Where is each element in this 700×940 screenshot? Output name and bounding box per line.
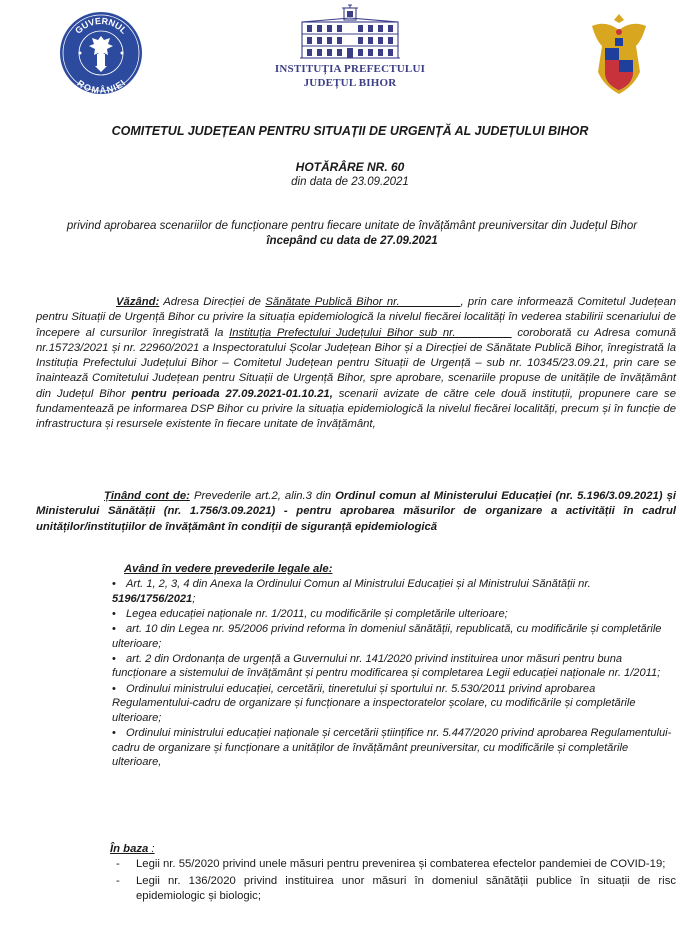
vazand-text-3: coroborată cu Adresa comună nr.15723/2021 și nr. 22960/2021 a Inspectoratului Școlar Județean Bihor și a Direcției de Sănătate Publică Bihor, înregistrată la Instituția Prefectului Județului Bihor – Comitetul Județean pentru Situații de Urgență – sub nr. 10345/23.09.21, prin care se înaintează Comitetului Județean pentru Situații de Urgență Bihor, spre aprobare, scenariile propuse de unitățile de învățământ din Județul Bihor [36, 326, 676, 400]
prefecture-building-icon [298, 4, 402, 62]
svg-text:GUVERNUL: GUVERNUL [73, 15, 129, 36]
list-item: - Legii nr. 136/2020 privind instituirea unor măsuri în domeniul sănătății publice în situații de risc epidemiologic și biologic; [116, 875, 676, 902]
list-item: - Legii nr. 55/2020 privind unele măsuri pentru prevenirea și combaterea efectelor pandemiei de COVID-19; [116, 858, 666, 870]
institution-name-line1: INSTITUȚIA PREFECTULUI [274, 63, 426, 75]
bullet-icon: • [112, 682, 116, 695]
legal-provisions-list [112, 577, 677, 770]
list-item: • Ordinului ministrului educației, cercetării, tineretului și sportului nr. 5.530/2011 privind aprobarea Regulamentului-cadru de organizare și funcționare a inspectoratelor școlare, cu modificările și completările ulterioare; [112, 682, 636, 724]
decision-title: HOTĂRÂRE NR. 60 [295, 160, 405, 174]
legal-basis-list [110, 857, 676, 906]
tinand-order-reference: Ordinul comun al Ministerului Educației (nr. 5.196/3.09.2021) și Ministerului Sănătății (nr. 1.756/3.09.2021) - pentru aprobarea măsurilor de organizare a activității în cadrul unităților/instituțiilor de învățământ în condiții de siguranță epidemiologică [36, 490, 677, 533]
list-item: • Art. 1, 2, 3, 4 din Anexa la Ordinului Comun al Ministrului Educației și al Ministrului Sănătății nr. 5196/1756/2021; [112, 578, 591, 605]
dash-icon: - [116, 858, 120, 870]
vazand-text-4: scenarii avizate de către cele două instituții, propunere care se fundamentează pe informarea DSP Bihor cu privire la situația epidemiologică la nivelul fiecărei localități, precum și în funcție de infrastructura și resursele existente în fiecare unitate de învățământ, [36, 387, 676, 431]
list-item: • art. 10 din Legea nr. 95/2006 privind reforma în domeniul sănătății, republicată, cu modificările și completările ulterioare; [112, 622, 662, 650]
vazand-text-2-underlined: Instituția Prefectului Județului Bihor sub nr. ________ [229, 326, 512, 339]
dash-icon: - [116, 875, 120, 887]
paragraph-tinand-cont [36, 489, 676, 535]
vazand-text-1-underlined: Sănătate Publică Bihor nr. _________ [265, 296, 461, 308]
tinand-text: Prevederile art.2, alin.3 din [189, 490, 336, 502]
paragraph-vazand [36, 295, 676, 433]
romania-coat-of-arms-icon [588, 12, 650, 96]
in-baza-label: În baza [110, 843, 149, 855]
tinand-label: Ținând cont de: [104, 490, 190, 502]
committee-title: COMITETUL JUDEȚEAN PENTRU SITUAȚII DE URGENȚĂ AL JUDEȚULUI BIHOR [111, 124, 589, 138]
bullet-icon: • [112, 622, 116, 635]
avand-heading: Având în vedere prevederile legale ale: [124, 563, 333, 575]
list-item: • art. 2 din Ordonanța de urgență a Guvernului nr. 141/2020 privind instituirea unor măsuri pentru buna funcționare a sistemului de învățământ și pentru modificarea și completarea Legii educației naționale nr. 1/2011; [112, 652, 661, 680]
in-baza-heading [110, 843, 155, 855]
bullet-icon: • [112, 578, 116, 590]
government-seal-icon [58, 10, 144, 96]
list-item: • Legea educației naționale nr. 1/2011, cu modificările și completările ulterioare; [112, 607, 508, 620]
list-item: • Ordinului ministrului educației naționale și cercetării științifice nr. 5.447/2020 privind aprobarea Regulamentului-cadru de organizare și funcționare a unităților de învățământ preuniversitar, cu modificările și completările ulterioare, [112, 726, 672, 769]
vazand-label: Văzând: [116, 296, 160, 308]
bullet-icon: • [112, 607, 116, 620]
institution-name-line2: JUDEȚUL BIHOR [303, 77, 397, 89]
in-baza-colon: : [148, 843, 155, 855]
institution-name [240, 62, 460, 90]
vazand-text-1: Adresa Direcției de [159, 296, 266, 308]
vazand-period: pentru perioada 27.09.2021-01.10.21, [131, 387, 333, 400]
bullet-icon: • [112, 726, 116, 739]
decision-subject [28, 219, 676, 249]
subject-line: privind aprobarea scenariilor de funcționare pentru fiecare unitate de învățământ preuniversitar din Județul Bihor [66, 220, 638, 232]
subject-start-date: începând cu data de 27.09.2021 [266, 235, 438, 247]
svg-text:ROMÂNIEI: ROMÂNIEI [75, 77, 127, 96]
bullet-icon: • [112, 652, 116, 665]
vazand-text-2: , prin care informează Comitetul Județean pentru Situații de Urgență Bihor cu privire la situația epidemiologică la nivelul fiecărei localități în vederea stabilirii scenariului de începere al cursurilor înregistrată la [36, 296, 677, 339]
decision-date: din data de 23.09.2021 [291, 176, 409, 188]
